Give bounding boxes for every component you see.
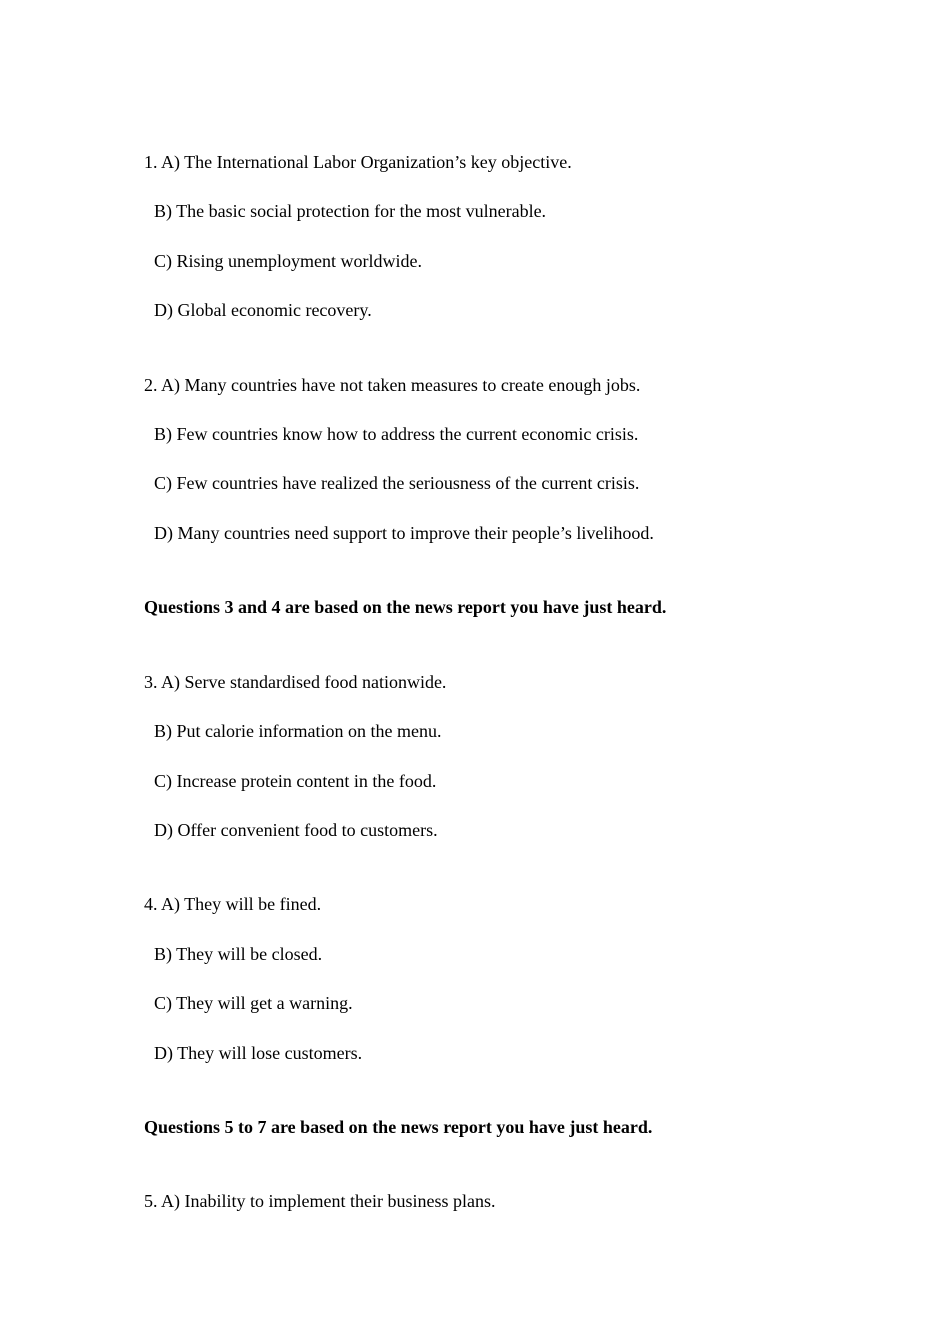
question-3-option-a: 3. A) Serve standardised food nationwide.	[144, 672, 447, 692]
question-3-option-b: B) Put calorie information on the menu.	[154, 721, 442, 741]
question-3-option-c: C) Increase protein content in the food.	[154, 771, 437, 791]
question-3-option-d: D) Offer convenient food to customers.	[154, 820, 438, 840]
question-1-option-d: D) Global economic recovery.	[154, 300, 372, 320]
question-4-option-d: D) They will lose customers.	[154, 1043, 363, 1063]
question-2-option-a: 2. A) Many countries have not taken measures to create enough jobs.	[144, 375, 641, 395]
question-4-option-b: B) They will be closed.	[154, 944, 323, 964]
question-1-option-b: B) The basic social protection for the most vulnerable.	[154, 201, 547, 221]
section-heading-q3-4: Questions 3 and 4 are based on the news report you have just heard.	[144, 597, 667, 617]
question-1-option-c: C) Rising unemployment worldwide.	[154, 251, 422, 271]
section-heading-q5-7: Questions 5 to 7 are based on the news report you have just heard.	[144, 1117, 653, 1137]
question-5-option-a: 5. A) Inability to implement their business plans.	[144, 1191, 496, 1211]
question-2-option-d: D) Many countries need support to improve their people’s livelihood.	[154, 523, 654, 543]
question-4-option-c: C) They will get a warning.	[154, 993, 353, 1013]
question-2-option-c: C) Few countries have realized the seriousness of the current crisis.	[154, 473, 640, 493]
question-4-option-a: 4. A) They will be fined.	[144, 894, 322, 914]
question-2-option-b: B) Few countries know how to address the current economic crisis.	[154, 424, 639, 444]
question-1-option-a: 1. A) The International Labor Organization’s key objective.	[144, 152, 572, 172]
